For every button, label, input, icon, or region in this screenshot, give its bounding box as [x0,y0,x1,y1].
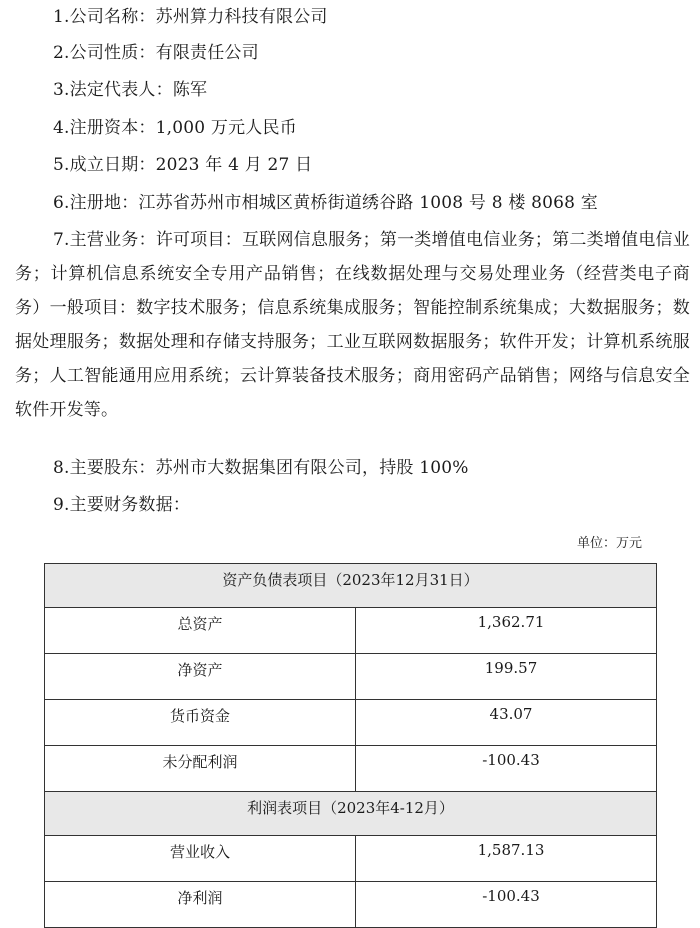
unit-label: 单位：万元 [576,536,642,551]
item-registered-address: 6.注册地：江苏省苏州市相城区黄桥街道绣谷路 1008 号 8 楼 8068 室 [53,193,598,213]
row-label: 总资产 [45,608,356,654]
row-value: 1,362.71 [356,608,657,654]
table-row [45,700,657,746]
table-row [45,654,657,700]
income-statement-header: 利润表项目（2023年4-12月） [45,792,657,836]
item-main-shareholder: 8.主要股东：苏州市大数据集团有限公司，持股 100% [53,458,469,478]
item-company-type: 2.公司性质：有限责任公司 [53,43,259,63]
row-value: -100.43 [356,746,657,792]
row-label: 营业收入 [45,836,356,882]
row-label: 净资产 [45,654,356,700]
row-value: 43.07 [356,700,657,746]
item-company-name: 1.公司名称：苏州算力科技有限公司 [53,7,328,27]
balance-sheet-header: 资产负债表项目（2023年12月31日） [45,564,657,608]
balance-sheet-header-row [45,564,657,608]
item-main-business: 7.主营业务：许可项目：互联网信息服务；第一类增值电信业务；第二类增值电信业务；计算机信息系统安全专用产品销售；在线数据处理与交易处理业务（经营类电子商务）一般项目：数字技术服务；信息系统集成服务；智能控制系统集成；大数据服务；数据处理服务；数据处理和存储支持服务；工业互联网数据服务；软件开发；计算机系统服务；人工智能通用应用系统；云计算装备技术服务；商用密码产品销售；网络与信息安全软件开发等。 [15,230,690,420]
table-row [45,608,657,654]
item-established-date: 5.成立日期：2023 年 4 月 27 日 [53,155,313,175]
row-value: -100.43 [356,882,657,928]
table-row [45,836,657,882]
row-value: 1,587.13 [356,836,657,882]
financial-table [44,563,657,928]
row-value: 199.57 [356,654,657,700]
item-financial-data-heading: 9.主要财务数据： [53,495,191,515]
table-row [45,746,657,792]
item-registered-capital: 4.注册资本：1,000 万元人民币 [53,118,297,138]
income-statement-header-row [45,792,657,836]
row-label: 未分配利润 [45,746,356,792]
table-row [45,882,657,928]
row-label: 货币资金 [45,700,356,746]
row-label: 净利润 [45,882,356,928]
item-legal-representative: 3.法定代表人：陈军 [53,80,208,100]
